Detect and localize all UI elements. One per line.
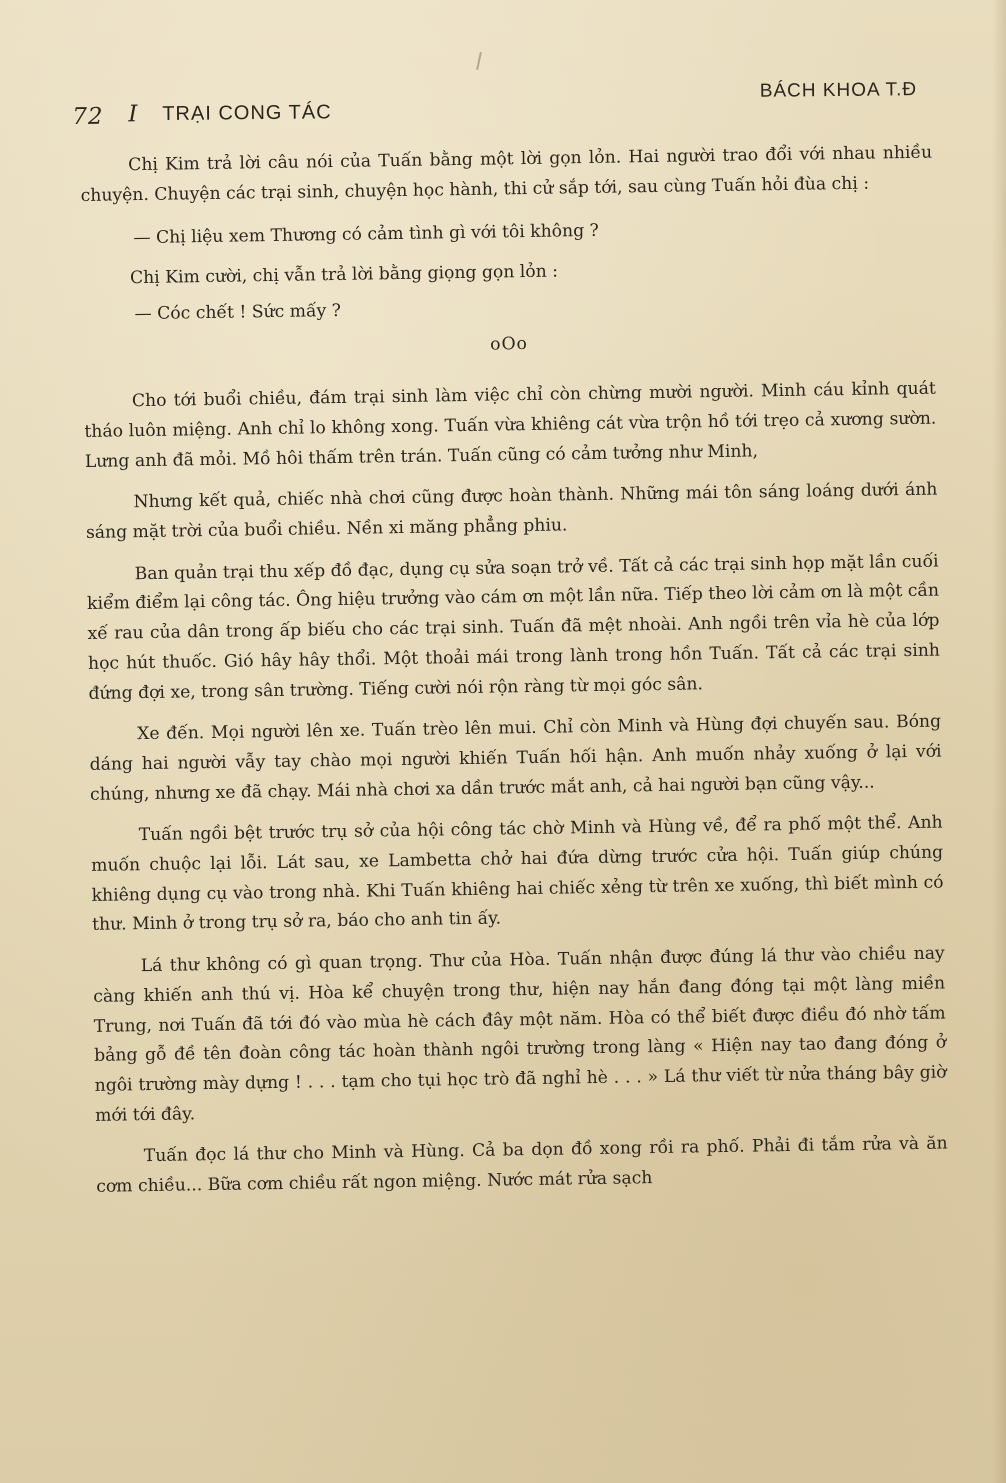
journal-title: BÁCH KHOA T.Đ — [759, 79, 918, 102]
section-title: TRẠI CONG TÁC — [162, 101, 332, 126]
paragraph-2: Chị Kim cười, chị vẫn trả lời bằng giọng gọn lỏn : — [129, 261, 559, 289]
paragraph-9: Tuấn đọc lá thư cho Minh và Hùng. Cả ba dọn đồ xong rồi ra phố. Phải đi tắm rửa và ăn cơm chiều... Bữa cơm chiều rất ngon miệng. Nước mát rửa sạch — [96, 1133, 948, 1197]
paragraph-7: Tuấn ngồi bệt trước trụ sở của hội công tác chờ Minh và Hùng về, để ra phố một thể. Anh muốn chuộc lại lỗi. Lát sau, xe Lambetta chở hai đứa dừng trước cửa hội. Tuấn giúp chúng khiêng dụng cụ vào trong nhà. Khi Tuấn khiêng hai chiếc xẻng từ trên xe xuống, thì biết mình có thư. Minh ở trong trụ sở ra, báo cho anh tin ấy. — [91, 812, 944, 936]
paragraph-6: Xe đến. Mọi người lên xe. Tuấn trèo lên mui. Chỉ còn Minh và Hùng đợi chuyến sau. Bóng dáng hai người vẫy tay chào mọi người khiến Tuấn hối hận. Anh muốn nhảy xuống ở lại với chúng, nhưng xe đã chạy. Mái nhà chơi xa dần trước mắt anh, cả hai người bạn cũng vậy... — [89, 711, 942, 805]
paragraph-3: Cho tới buổi chiều, đám trại sinh làm việc chỉ còn chừng mười người. Minh cáu kỉnh quát tháo luôn miệng. Anh chỉ lo không xong. Tuấn vừa khiêng cát vừa trộn hồ tới trẹo cả xương sườn. Lưng anh đã mỏi. Mồ hôi thấm trên trán. Tuấn cũng có cảm tưởng như Minh, — [84, 378, 937, 472]
dialog-line-1: — Chị liệu xem Thương có cảm tình gì với tôi không ? — [133, 221, 599, 249]
page-number: 72 — [72, 103, 104, 130]
paragraph-8: Lá thư không có gì quan trọng. Thư của Hòa. Tuấn nhận được đúng lá thư vào chiều nay càng khiến anh thú vị. Hòa kể chuyện trong thư, hiện nay hắn đang đóng tại một làng miền Trung, nơi Tuấn đã tới đó vào mùa hè cách đây một năm. Hòa có thể biết được điều đó nhờ tấm bảng gỗ đề tên đoàn công tác hoàn thành ngôi trường trong làng « Hiện nay tao đang đóng ở ngôi trường mày dựng ! . . . tạm cho tụi học trò đã nghỉ hè . . . » Lá thư viết từ nửa tháng bây giờ mới tới đây. — [93, 943, 947, 1126]
page-edge-shadow — [992, 0, 1006, 1483]
pen-mark — [476, 52, 482, 70]
body-text — [80, 139, 948, 1203]
dialog-line-2: — Cóc chết ! Sức mấy ? — [134, 300, 342, 324]
running-header — [72, 79, 917, 138]
header-separator: I — [128, 101, 138, 128]
paragraph-5: Ban quản trại thu xếp đồ đạc, dụng cụ sửa soạn trở về. Tất cả các trại sinh họp mặt lần cuối kiểm điểm lại công tác. Ông hiệu trưởng vào cám ơn một lần nữa. Tiếp theo lời cảm ơn là một cần xế rau của dân trong ấp biếu cho các trại sinh. Tuấn đã mệt nhoài. Anh ngồi trên vỉa hè của lớp học hút thuốc. Gió hây hây thổi. Một thoải mái trong lành trong hồn Tuấn. Tất cả các trại sinh đứng đợi xe, trong sân trường. Tiếng cười nói rộn ràng từ mọi góc sân. — [86, 551, 941, 704]
paragraph-4: Nhưng kết quả, chiếc nhà chơi cũng được hoàn thành. Những mái tôn sáng loáng dưới ánh sáng mặt trời của buổi chiều. Nền xi măng phẳng phiu. — [85, 479, 938, 543]
scene-break: oOo — [490, 333, 529, 355]
paragraph-1: Chị Kim trả lời câu nói của Tuấn bằng một lời gọn lỏn. Hai người trao đổi với nhau nhiều chuyện. Chuyện các trại sinh, chuyện học hành, thi cử sắp tới, sau cùng Tuấn hỏi đùa chị : — [80, 142, 933, 206]
